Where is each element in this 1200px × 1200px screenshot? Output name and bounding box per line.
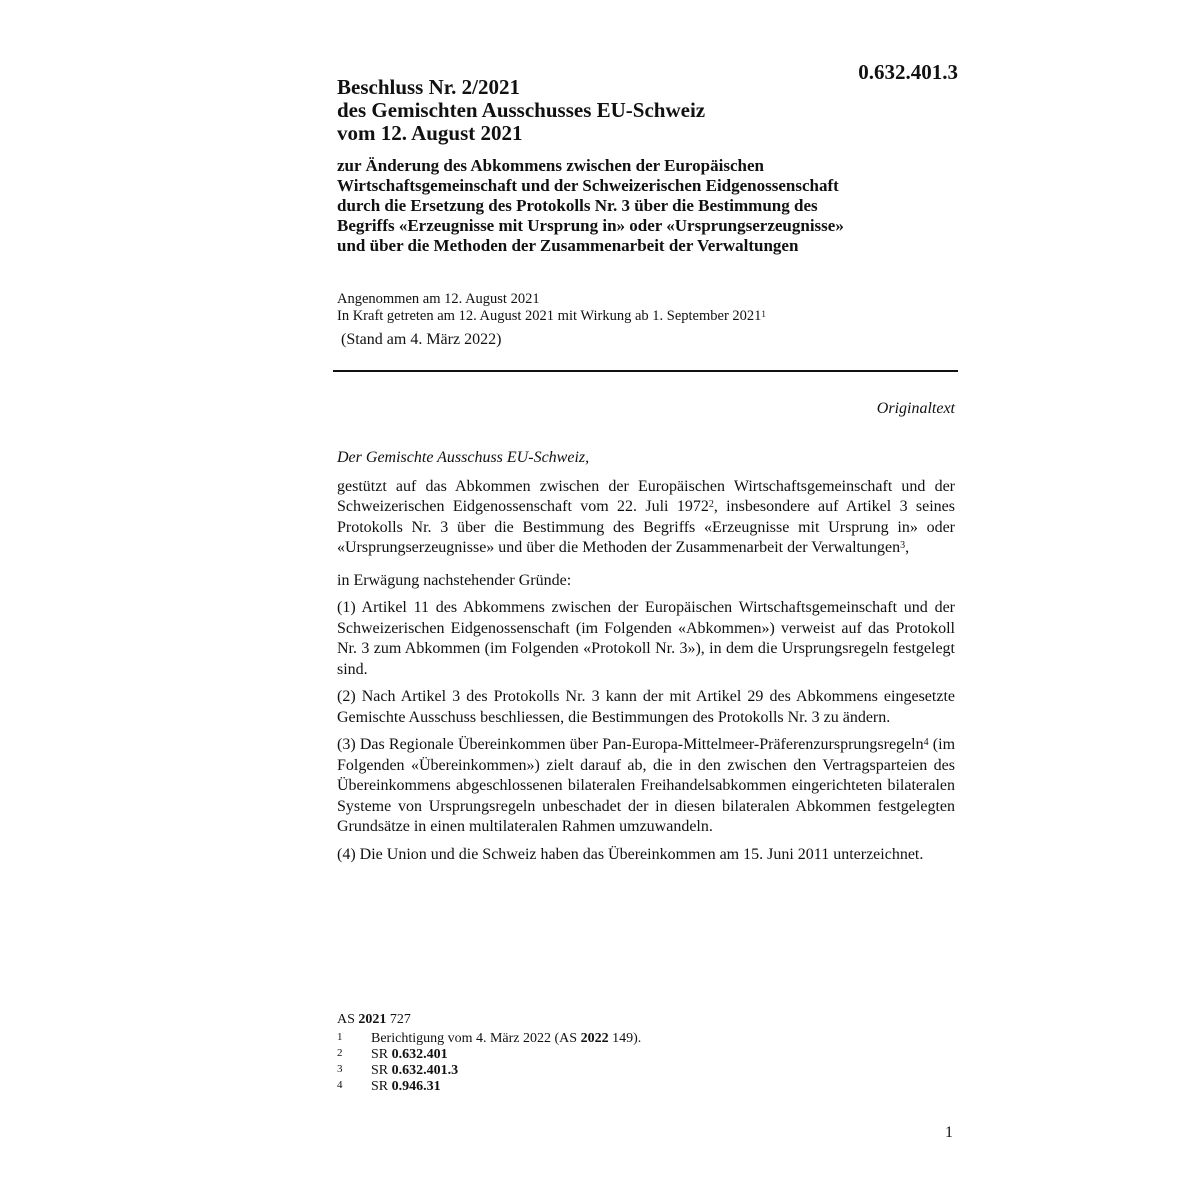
- page-number: 1: [945, 1124, 953, 1141]
- footnote-ref[interactable]: 4: [923, 737, 929, 748]
- paragraph-text: ,: [905, 539, 910, 556]
- paragraph-text: , insbesondere auf Artikel 3 seines Protokolls Nr. 3 über die Bestimmung des Begriffs «Erzeugnisse mit Ursprung in» oder «Ursprungserzeugnisse» und über die Methoden der Zusammenarbeit der Verwaltungen: [337, 498, 956, 556]
- as-year: 2021: [358, 1012, 387, 1027]
- in-force-text: In Kraft getreten am 12. August 2021 mit Wirkung ab 1. September 2021: [337, 308, 762, 324]
- footnote-bold[interactable]: 0.632.401: [391, 1047, 448, 1062]
- recital-4: (4) Die Union und die Schweiz haben das Übereinkommen am 15. Juni 2011 unterzeichnet.: [337, 845, 924, 863]
- footnote-item: [337, 1079, 837, 1095]
- subtitle-line: Begriffs «Erzeugnisse mit Ursprung in» oder «Ursprungserzeugnisse»: [337, 216, 844, 235]
- footnote-number: 1: [337, 1031, 343, 1043]
- footnote-bold[interactable]: 2022: [580, 1031, 609, 1046]
- gestuetzt-paragraph: [337, 477, 955, 559]
- in-force-date: [337, 308, 957, 325]
- footnotes-block: [337, 1012, 837, 1095]
- footnote-item: [337, 1063, 837, 1079]
- footnote-number: 4: [337, 1079, 343, 1091]
- dates-block: [337, 291, 957, 325]
- footnote-number: 3: [337, 1063, 343, 1075]
- footnote-text: Berichtigung vom 4. März 2022 (AS 2022 149).: [371, 1031, 642, 1046]
- footnote-text: SR 0.632.401: [371, 1047, 448, 1062]
- title-line: vom 12. August 2021: [337, 121, 523, 145]
- sr-number: 0.632.401.3: [858, 60, 958, 84]
- footnote-ref[interactable]: 2: [708, 499, 714, 510]
- title-line: Beschluss Nr. 2/2021: [337, 75, 521, 99]
- recital-2: (2) Nach Artikel 3 des Protokolls Nr. 3 kann der mit Artikel 29 des Abkommens eingesetzte Gemischte Ausschuss beschliessen, die Bestimmungen des Protokolls Nr. 3 zu ändern.: [337, 688, 955, 726]
- footnote-number: 2: [337, 1047, 343, 1059]
- document-body: [337, 448, 955, 865]
- footnote-bold[interactable]: 0.632.401.3: [391, 1063, 459, 1078]
- recital-1: (1) Artikel 11 des Abkommens zwischen der Europäischen Wirtschaftsgemeinschaft und der Schweizerischen Eidgenossenschaft (im Folgenden «Abkommen») verweist auf das Protokoll Nr. 3 zum Abkommen (im Folgenden «Protokoll Nr. 3»), in dem die Ursprungsregeln festgelegt sind.: [337, 599, 955, 678]
- footnote-ref[interactable]: 3: [900, 540, 906, 551]
- subtitle-line: Wirtschaftsgemeinschaft und der Schweizerischen Eidgenossenschaft: [337, 176, 839, 195]
- as-page: 727: [386, 1012, 411, 1027]
- footnote-item: [337, 1047, 837, 1063]
- paragraph-text: (3) Das Regionale Übereinkommen über Pan-Europa-Mittelmeer-Präferenzursprungsregeln: [337, 736, 924, 753]
- recital-3: [337, 735, 955, 838]
- paragraph-text: (im Folgenden «Übereinkommen») zielt darauf ab, die in den zwischen den Vertragsparteien des Übereinkommens abgeschlossenen bilateralen Freihandelsabkommen eingerichteten bilateralen Systeme von Ursprungsregeln unbeschadet der in diesen bilateralen Abkommen festgelegten Grundsätze in einen multilateralen Rahmen umzuwandeln.: [337, 736, 956, 835]
- footnote-text: SR 0.946.31: [371, 1079, 441, 1094]
- adopted-date: Angenommen am 12. August 2021: [337, 291, 540, 307]
- committee-intro: Der Gemischte Ausschuss EU-Schweiz,: [337, 449, 590, 466]
- status-date: (Stand am 4. März 2022): [341, 331, 502, 348]
- subtitle-line: und über die Methoden der Zusammenarbeit der Verwaltungen: [337, 236, 799, 255]
- footnote-bold[interactable]: 0.946.31: [391, 1079, 441, 1094]
- subtitle-line: zur Änderung des Abkommens zwischen der Europäischen: [337, 156, 764, 175]
- document-subtitle: [337, 156, 957, 256]
- erwaegung-paragraph: in Erwägung nachstehender Gründe:: [337, 571, 572, 589]
- paragraph-text: gestützt auf das Abkommen zwischen der Europäischen Wirtschaftsgemeinschaft und der Schweizerischen Eidgenossenschaft vom 22. Juli 1972: [337, 477, 955, 515]
- as-prefix: AS: [337, 1012, 359, 1027]
- title-line: des Gemischten Ausschusses EU-Schweiz: [337, 98, 706, 122]
- subtitle-line: durch die Ersetzung des Protokolls Nr. 3 über die Bestimmung des: [337, 196, 818, 215]
- footnote-item: [337, 1031, 837, 1047]
- as-reference: [337, 1012, 837, 1028]
- footnote-text: SR 0.632.401.3: [371, 1063, 459, 1078]
- document-title: [337, 76, 897, 145]
- original-text-label: Originaltext: [876, 400, 955, 417]
- footnote-ref[interactable]: 1: [761, 309, 766, 319]
- divider: [333, 370, 958, 372]
